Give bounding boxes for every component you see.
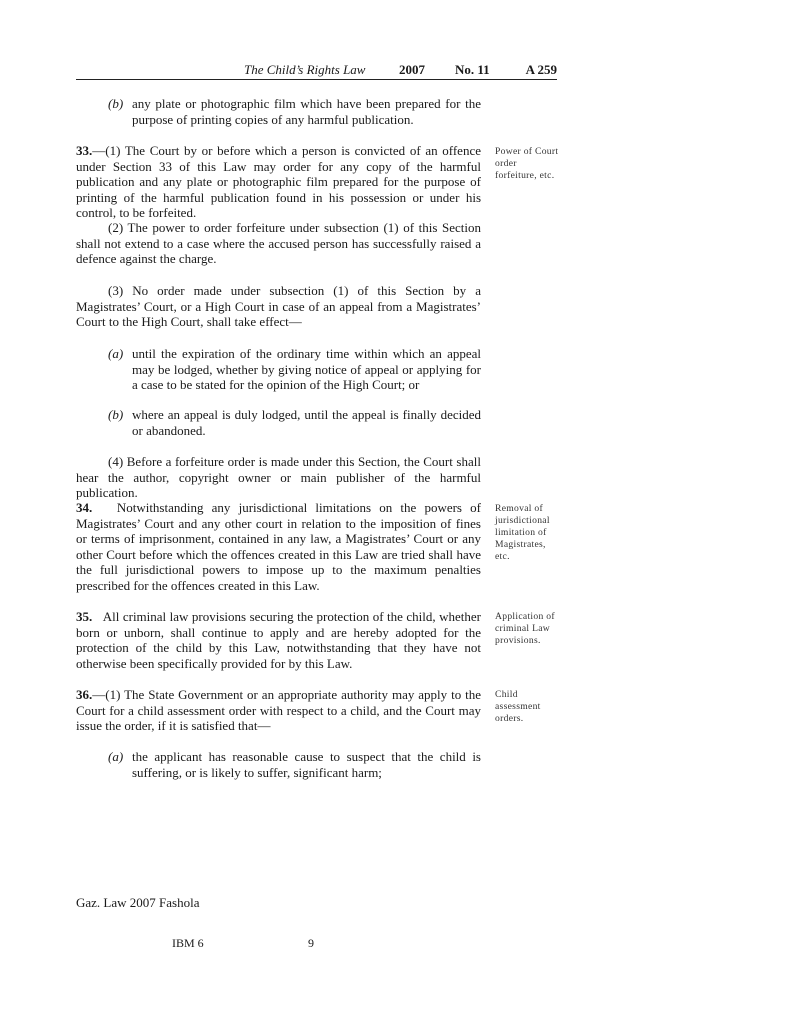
section-text: (3) No order made under subsection (1) of this Section by a Magistrates’ Court, or a High Court in case of an appeal from a Magistrates’ Court to the High Court, shall take effect— [76, 283, 481, 330]
subclause-text: any plate or photographic film which have been prepared for the purpose of printing copies of any harmful publication. [132, 96, 481, 127]
section-text: (2) The power to order forfeiture under subsection (1) of this Section shall not extend to a case where the accused person has successfully raised a defence against the charge. [76, 220, 481, 267]
section-text: —(1) The Court by or before which a person is convicted of an offence under Section 33 of this Law may order for any copy of the harmful publication and any plate or photographic film prepared for the purpose of printing of the harmful publication found in his possession or under his control, to be forfeited. [76, 143, 481, 221]
footer-code: IBM 6 [172, 936, 204, 950]
section-number: 36. [76, 687, 93, 702]
section-number: 35. [76, 609, 93, 624]
header-rule [76, 79, 557, 80]
section-33-sub-3b [108, 407, 481, 438]
subclause-text: the applicant has reasonable cause to suspect that the child is suffering, or is likely to suffer, significant harm; [132, 749, 481, 780]
section-text: Notwithstanding any jurisdictional limitations on the powers of Magistrates’ Court and any other court in relation to the imposition of fines or terms of imprisonment, contained in any law, a Magistrates’ Court or any other Court before which the offences created in this Law are tried shall have the full jurisdictional powers to impose up to the maximum penalties prescribed for the offences created in this Law. [76, 500, 482, 593]
section-33-sub-3 [76, 283, 481, 330]
section-36-sub-1 [76, 687, 481, 734]
header-number: No. 11 [455, 62, 490, 77]
section-text: (4) Before a forfeiture order is made under this Section, the Court shall hear the author, copyright owner or main publisher of the harmful publication. [76, 454, 481, 501]
footer-page-number: 9 [308, 936, 314, 950]
subclause-text: until the expiration of the ordinary time within which an appeal may be lodged, whether by giving notice of appeal or applying for a case to be stated for the opinion of the High Court; or [132, 346, 481, 393]
header-year: 2007 [399, 62, 425, 77]
header-page: A 259 [525, 62, 557, 77]
margin-note-36: Child assessment orders. [495, 689, 541, 724]
section-33-sub-3a [108, 346, 481, 393]
section-33-sub-2 [76, 220, 481, 267]
section-33-sub-1 [76, 143, 481, 221]
section-number: 34. [76, 500, 93, 515]
margin-note-34: Removal of jurisdictional limitation of Magistrates, etc. [495, 503, 550, 562]
section-36-sub-1a [108, 749, 481, 780]
subclause-label: (a) [108, 346, 124, 361]
section-text: All criminal law provisions securing the protection of the child, whether born or unborn, shall continue to apply and are hereby adopted for the protection of the child by this Law, notwithstanding that they have not otherwise been specifically provided for by this Law. [76, 609, 481, 671]
subclause-label: (b) [108, 96, 124, 111]
section-text: —(1) The State Government or an appropriate authority may apply to the Court for a child assessment order with respect to a child, and the Court may issue the order, if it is satisfied that— [76, 687, 481, 734]
margin-note-35: Application of criminal Law provisions. [495, 611, 555, 646]
subclause-label: (a) [108, 749, 124, 764]
footer-gazette-ref: Gaz. Law 2007 Fashola [76, 895, 200, 910]
subclause-text: where an appeal is duly lodged, until the appeal is finally decided or abandoned. [132, 407, 481, 438]
section-33-sub-4 [76, 454, 481, 501]
subclause-label: (b) [108, 407, 124, 422]
subclause-prev-b [108, 96, 481, 127]
section-number: 33. [76, 143, 93, 158]
header-title: The Child’s Rights Law [244, 62, 366, 77]
section-34 [76, 500, 481, 594]
running-header [76, 62, 557, 78]
section-35 [76, 609, 481, 671]
margin-note-33: Power of Court order forfeiture, etc. [495, 146, 559, 181]
